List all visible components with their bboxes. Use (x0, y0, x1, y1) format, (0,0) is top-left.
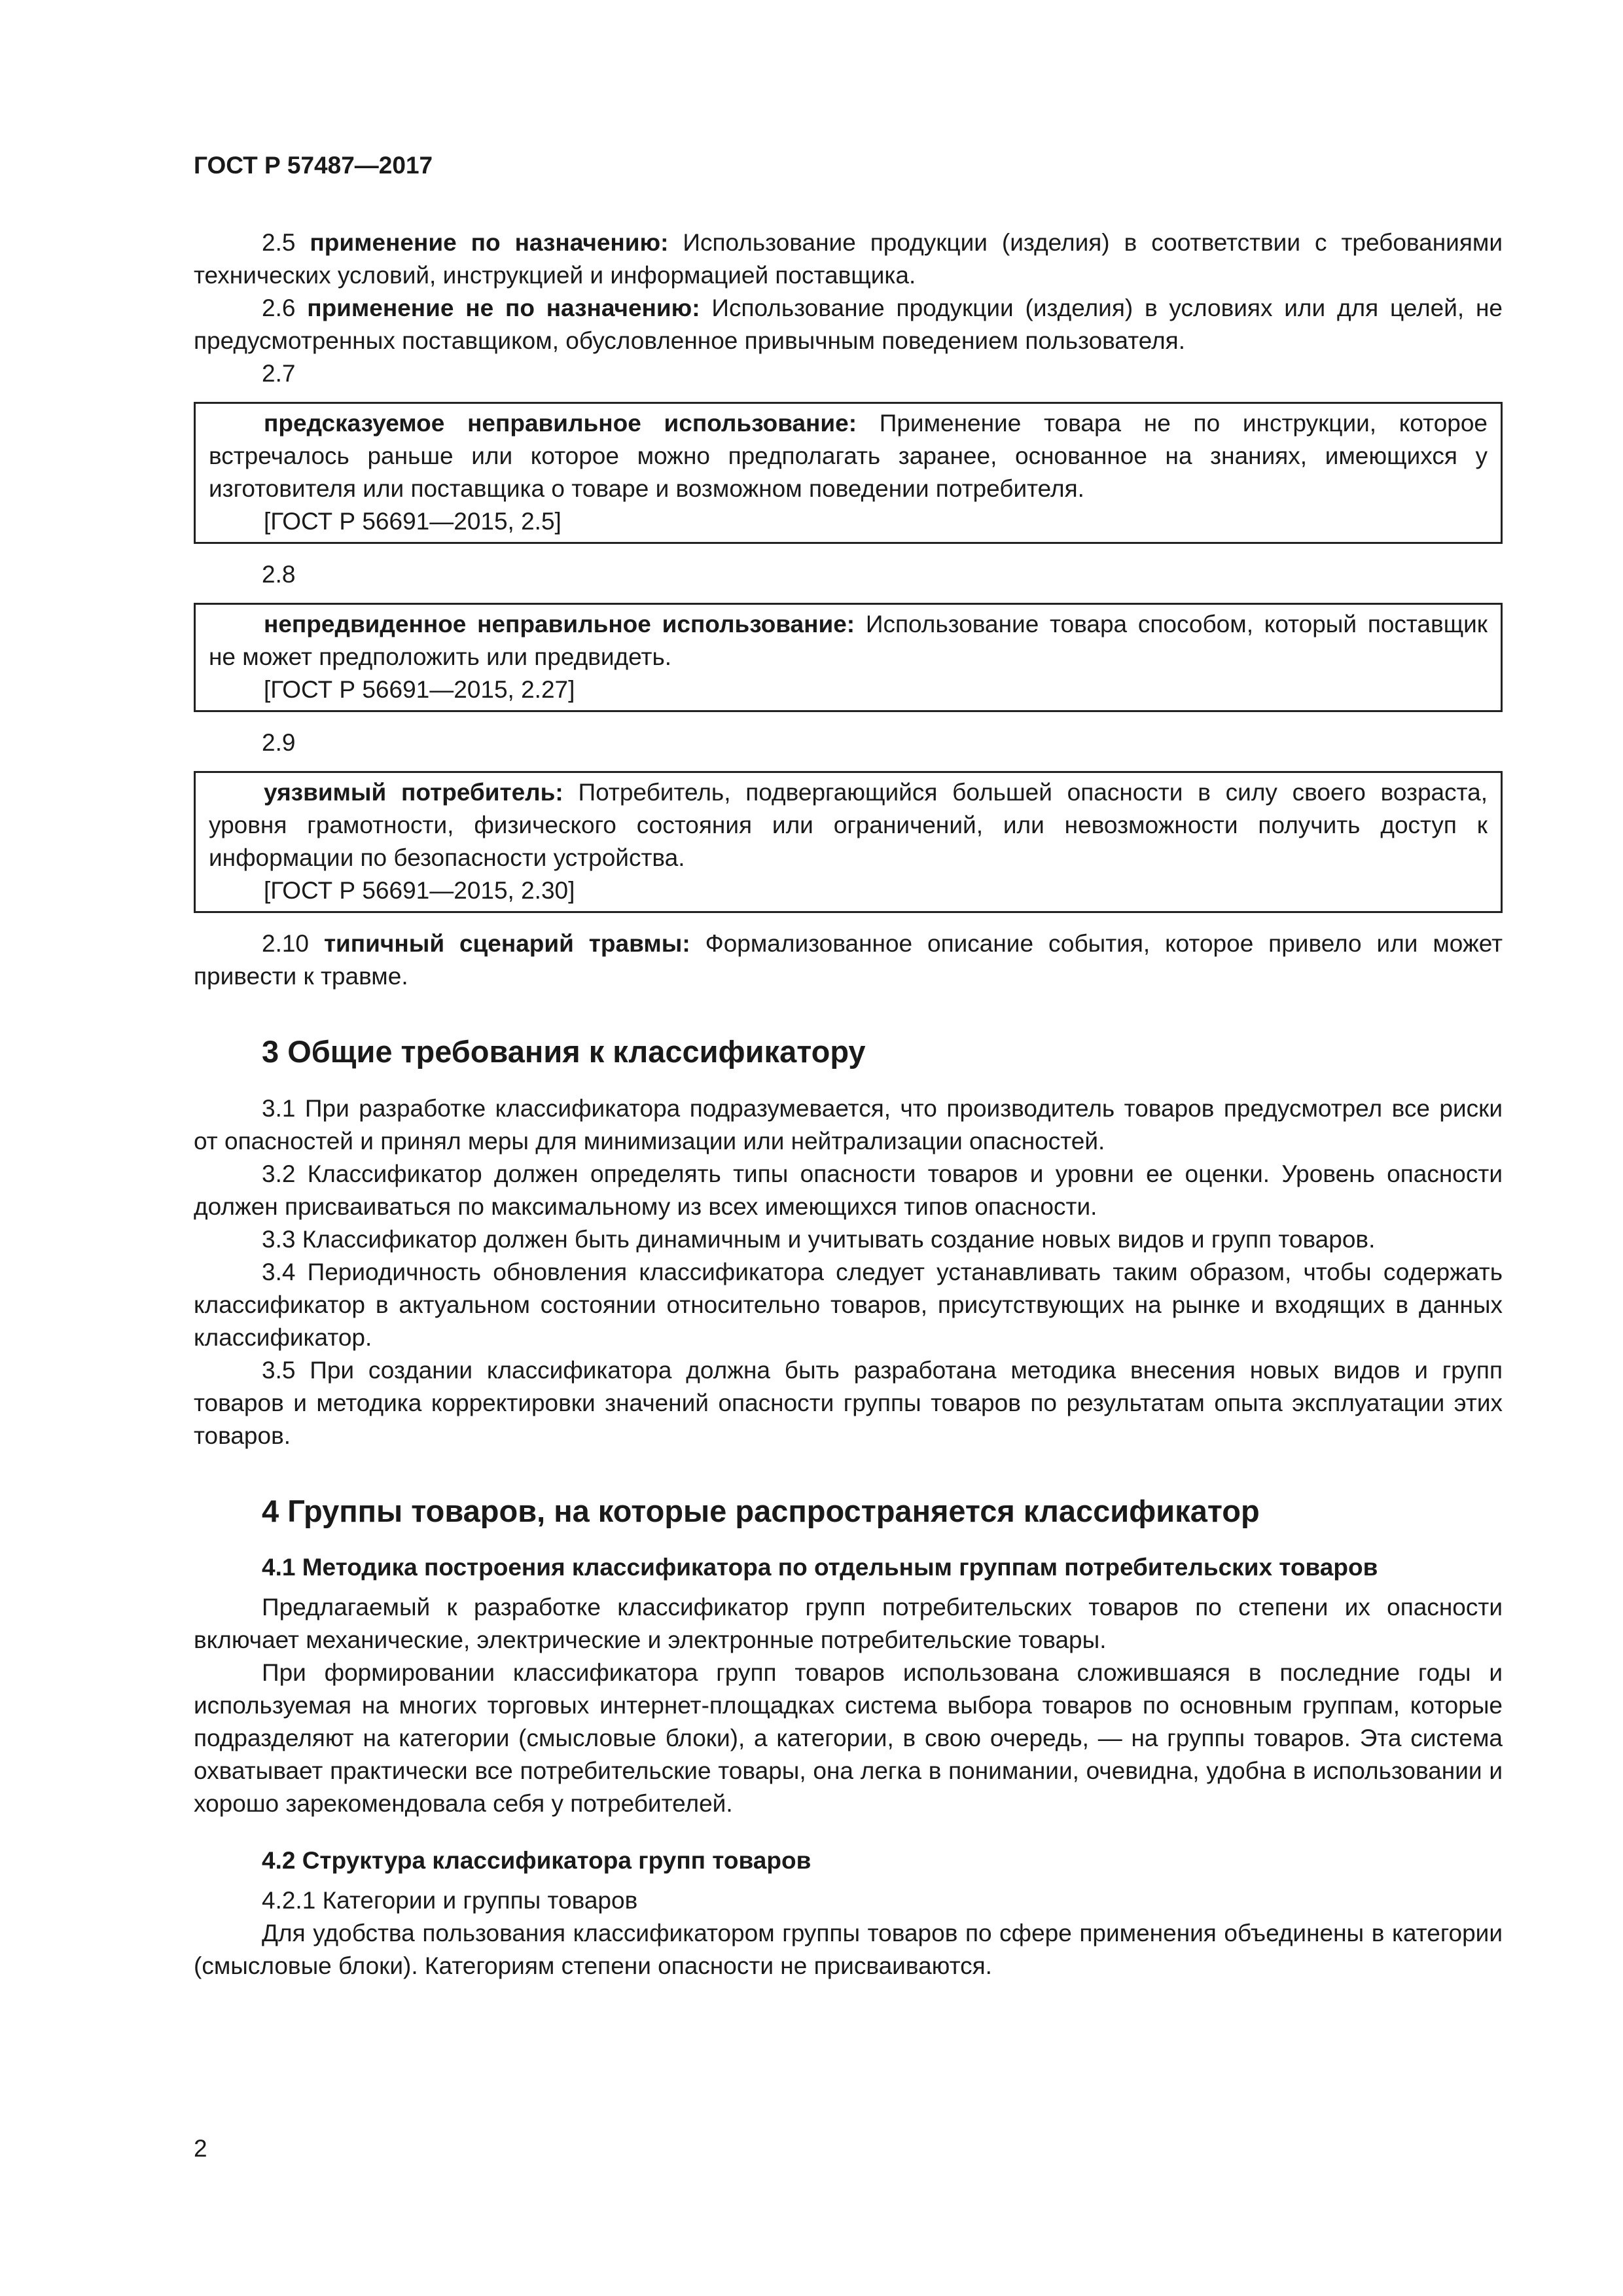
paragraph: Для удобства пользования классификатором группы товаров по сфере применения объединены в категории (смысловые блоки). Категориям степени опасности не присваиваются. (194, 1920, 1503, 1979)
clause-number-2-9: 2.9 (262, 729, 296, 756)
clause-3-3: 3.3 Классификатор должен быть динамичным и учитывать создание новых видов и групп товаров. (262, 1226, 1376, 1253)
definition-box-2-7: предсказуемое неправильное использование: Применение товара не по инструкции, которое встречалось раньше или которое можно предполагать заранее, основанное на знаниях, имеющихся у изготовителя или поставщика о товаре и возможном поведении потребителя. [ГОСТ Р 56691—2015, 2.5] (194, 402, 1503, 544)
paragraph: Предлагаемый к разработке классификатор групп потребительских товаров по степени их опасности включает механические, электрические и электронные потребительские товары. (194, 1594, 1503, 1653)
source-reference: [ГОСТ Р 56691—2015, 2.30] (264, 877, 575, 904)
page-content (194, 226, 1503, 1982)
definition-box-2-9: уязвимый потребитель: Потребитель, подвергающийся большей опасности в силу своего возраста, уровня грамотности, физического состояния или ограничений, или невозможности получить доступ к информации по безопасности устройства. [ГОСТ Р 56691—2015, 2.30] (194, 771, 1503, 913)
clause-4-2-1-heading: 4.2.1 Категории и группы товаров (262, 1887, 638, 1914)
section-3-heading: 3 Общие требования к классификатору (262, 1034, 866, 1069)
clause-number-2-7: 2.7 (262, 360, 296, 387)
definition-box-2-8: непредвиденное неправильное использование: Использование товара способом, который поставщик не может предположить или предвидеть. [ГОСТ Р 56691—2015, 2.27] (194, 603, 1503, 712)
paragraph: При формировании классификатора групп товаров использована сложившаяся в последние годы и используемая на многих торговых интернет-площадках система выбора товаров по основным группам, которые подразделяют на категории (смысловые блоки), а категории, в свою очередь, — на группы товаров. Эта система охватывает практически все потребительские товары, она легка в понимании, очевидна, удобна в использовании и хорошо зарекомендовала себя у потребителей. (194, 1659, 1503, 1817)
term: типичный сценарий травмы: (323, 930, 690, 957)
page-header: ГОСТ Р 57487—2017 (194, 152, 433, 179)
definition-2-6: 2.6 применение не по назначению: Использование продукции (изделия) в условиях или для целей, не предусмотренных поставщиком, обусловленное привычным поведением пользователя. (194, 295, 1503, 354)
source-reference: [ГОСТ Р 56691—2015, 2.5] (264, 508, 562, 535)
definition-2-5: 2.5 применение по назначению: Использование продукции (изделия) в соответствии с требованиями технических условий, инструкцией и информацией поставщика. (194, 229, 1503, 289)
term: непредвиденное неправильное использование: (264, 611, 855, 637)
clause-number-2-8: 2.8 (262, 561, 296, 588)
clause-3-2: 3.2 Классификатор должен определять типы опасности товаров и уровни ее оценки. Уровень опасности должен присваиваться по максимальному из всех имеющихся типов опасности. (194, 1160, 1503, 1220)
clause-3-4: 3.4 Периодичность обновления классификатора следует устанавливать таким образом, чтобы содержать классификатор в актуальном состоянии относительно товаров, присутствующих на рынке и входящих в данных классификатор. (194, 1259, 1503, 1351)
page-number: 2 (194, 2135, 207, 2162)
term: предсказуемое неправильное использование: (264, 410, 857, 437)
clause-3-1: 3.1 При разработке классификатора подразумевается, что производитель товаров предусмотрел все риски от опасностей и принял меры для минимизации или нейтрализации опасностей. (194, 1095, 1503, 1155)
subsection-4-2-heading: 4.2 Структура классификатора групп товаров (262, 1847, 812, 1874)
subsection-4-1-heading: 4.1 Методика построения классификатора по отдельным группам потребительских товаров (262, 1554, 1378, 1581)
definition-2-10: 2.10 типичный сценарий травмы: Формализованное описание события, которое привело или может привести к травме. (194, 930, 1503, 990)
section-4-heading: 4 Группы товаров, на которые распространяется классификатор (262, 1494, 1260, 1528)
term: применение не по назначению: (307, 295, 700, 321)
clause-3-5: 3.5 При создании классификатора должна быть разработана методика внесения новых видов и групп товаров и методика корректировки значений опасности группы товаров по результатам опыта эксплуатации этих товаров. (194, 1357, 1503, 1449)
term: уязвимый потребитель: (264, 779, 563, 806)
source-reference: [ГОСТ Р 56691—2015, 2.27] (264, 676, 575, 703)
term: применение по назначению: (310, 229, 669, 256)
